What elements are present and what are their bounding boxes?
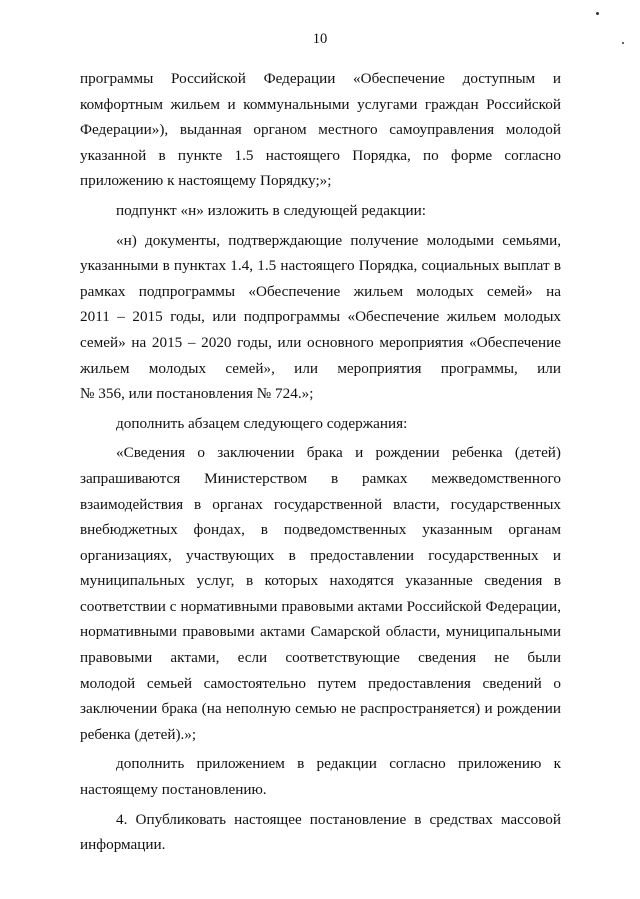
text-line: жильем молодых семей», или мероприятия программы, или bbox=[80, 359, 561, 377]
text-line: 4. Опубликовать настоящее постановление в средствах массовой bbox=[116, 810, 561, 828]
text-line: приложению к настоящему Порядку;»; bbox=[80, 172, 332, 190]
text-line: программы Российской Федерации «Обеспечение доступным и bbox=[80, 70, 561, 87]
text-line: семей» на 2015 – 2020 годы, или основного мероприятия «Обеспечение bbox=[80, 333, 561, 351]
text-line: подпункт «н» изложить в следующей редакции: bbox=[116, 201, 426, 219]
text-line: запрашиваются Министерством в рамках межведомственного bbox=[80, 469, 561, 487]
text-line: информации. bbox=[80, 836, 166, 854]
paragraph bbox=[80, 807, 561, 858]
document-body bbox=[80, 66, 561, 858]
text-line: дополнить абзацем следующего содержания: bbox=[116, 414, 408, 432]
text-line: заключении брака (на неполную семью не распространяется) и рождении bbox=[80, 700, 561, 718]
text-line: 2011 – 2015 годы, или подпрограммы «Обеспечение жильем молодых bbox=[80, 308, 561, 326]
text-line: организациях, участвующих в предоставлении государственных и bbox=[80, 546, 561, 564]
text-line: внебюджетных фондах, в подведомственных указанным органам bbox=[80, 521, 561, 539]
scan-speck bbox=[622, 42, 624, 44]
text-line: взаимодействия в органах государственной власти, государственных bbox=[80, 495, 561, 513]
scan-speck bbox=[596, 12, 599, 15]
text-line: настоящему постановлению. bbox=[80, 781, 267, 799]
text-line: ребенка (детей).»; bbox=[80, 725, 197, 743]
text-line: № 356, или постановления № 724.»; bbox=[80, 385, 314, 403]
paragraph bbox=[80, 198, 561, 224]
text-line: «Сведения о заключении брака и рождении ребенка (детей) bbox=[116, 444, 561, 462]
paragraph bbox=[80, 228, 561, 407]
text-line: рамках подпрограммы «Обеспечение жильем молодых семей» на bbox=[80, 282, 561, 300]
text-line: Федерации»), выданная органом местного самоуправления молодой bbox=[80, 121, 561, 139]
text-line: указанной в пункте 1.5 настоящего Порядка, по форме согласно bbox=[80, 146, 561, 164]
text-line: молодой семьей самостоятельно путем предоставления сведений о bbox=[80, 674, 561, 692]
text-line: комфортным жильем и коммунальными услугами граждан Российской bbox=[80, 95, 561, 113]
text-line: дополнить приложением в редакции согласно приложению к bbox=[116, 755, 561, 773]
paragraph bbox=[80, 751, 561, 802]
text-line: указанными в пунктах 1.4, 1.5 настоящего Порядка, социальных выплат в bbox=[80, 257, 561, 275]
text-line: правовыми актами, если соответствующие сведения не были bbox=[80, 649, 561, 667]
paragraph bbox=[80, 66, 561, 194]
page-number: 10 bbox=[312, 31, 328, 47]
paragraph bbox=[80, 440, 561, 747]
paragraph bbox=[80, 411, 561, 437]
text-line: соответствии с нормативными правовыми актами Российской Федерации, bbox=[80, 597, 561, 615]
text-line: «н) документы, подтверждающие получение молодыми семьями, bbox=[116, 231, 561, 249]
text-line: муниципальных услуг, в которых находятся указанные сведения в bbox=[80, 572, 561, 590]
text-line: нормативными правовыми актами Самарской области, муниципальными bbox=[80, 623, 561, 641]
